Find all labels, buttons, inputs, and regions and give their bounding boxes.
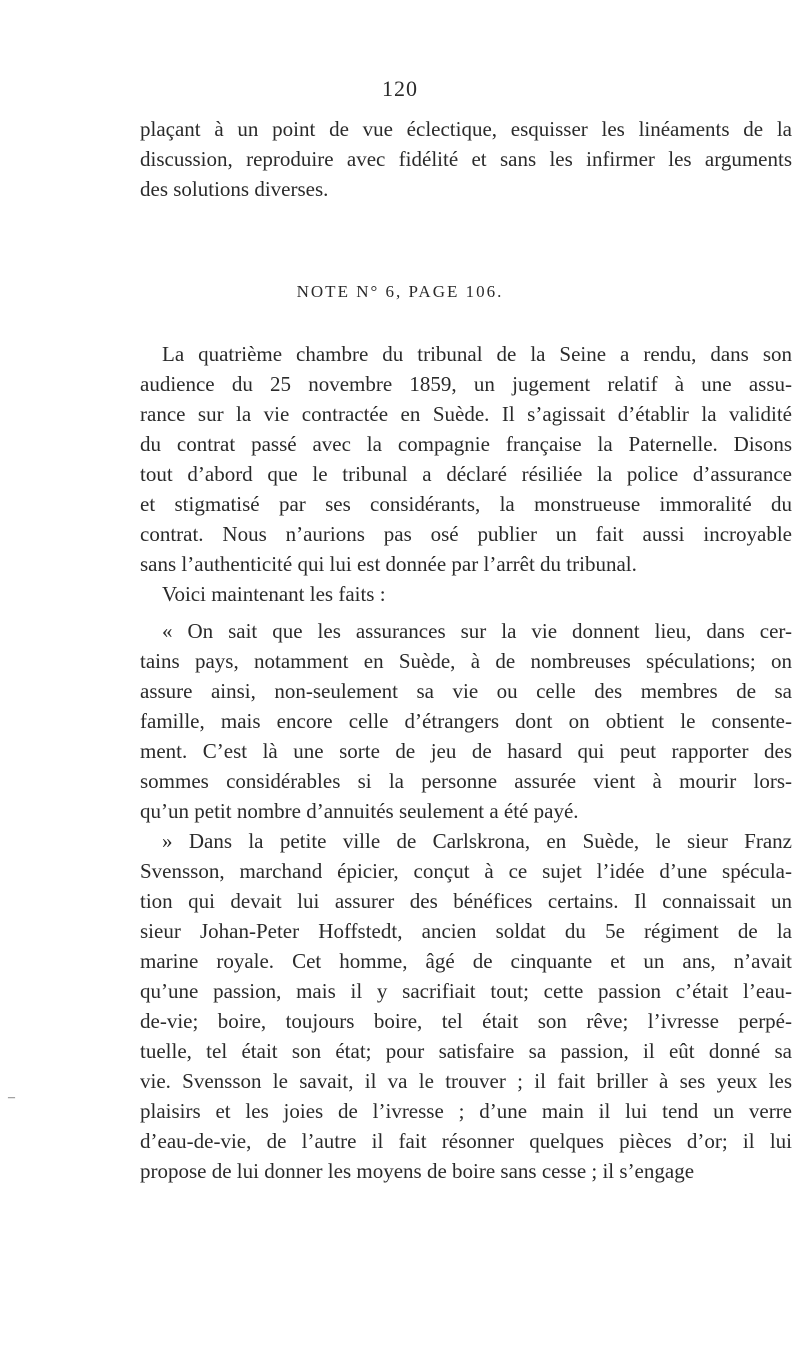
note-heading: NOTE N° 6, PAGE 106.: [296, 282, 504, 301]
text-line: Svensson, marchand épicier, conçut à ce sujet l’idée d’une spécula-: [140, 859, 792, 883]
text-line: famille, mais encore celle d’étrangers dont on obtient le consente-: [140, 709, 792, 733]
text-line: ment. C’est là une sorte de jeu de hasard qui peut rapporter des: [140, 739, 792, 763]
text-line: propose de lui donner les moyens de boire sans cesse ; il s’engage: [140, 1159, 695, 1183]
text-line: des solutions diverses.: [140, 177, 329, 201]
text-line: discussion, reproduire avec fidélité et sans les infirmer les arguments: [140, 147, 792, 171]
text-line: d’eau-de-vie, de l’autre il fait résonner quelques pièces d’or; il lui: [140, 1129, 792, 1153]
text-line: tout d’abord que le tribunal a déclaré résiliée la police d’assurance: [140, 462, 792, 486]
text-line: audience du 25 novembre 1859, un jugement relatif à une assu-: [140, 372, 792, 396]
text-line: sommes considérables si la personne assurée vient à mourir lors-: [140, 769, 792, 793]
text-line: plaçant à un point de vue éclectique, esquisser les linéaments de la: [140, 117, 792, 141]
paragraph-tribunal: [140, 339, 792, 609]
text-line: marine royale. Cet homme, âgé de cinquante et un ans, n’avait: [140, 949, 792, 973]
text-line: du contrat passé avec la compagnie française la Paternelle. Disons: [140, 432, 792, 456]
text-line: La quatrième chambre du tribunal de la Seine a rendu, dans son: [162, 342, 792, 366]
text-line: rance sur la vie contractée en Suède. Il s’agissait d’établir la validité: [140, 402, 792, 426]
text-line: qu’un petit nombre d’annuités seulement a été payé.: [140, 799, 579, 823]
text-line: » Dans la petite ville de Carlskrona, en Suède, le sieur Franz: [162, 829, 792, 853]
text-line: sans l’authenticité qui lui est donnée par l’arrêt du tribunal.: [140, 552, 637, 576]
text-line: tion qui devait lui assurer des bénéfices certains. Il connaissait un: [140, 889, 792, 913]
paragraph-carlskrona: [140, 826, 792, 1186]
text-line: contrat. Nous n’aurions pas osé publier un fait aussi incroyable: [140, 522, 792, 546]
margin-dash-mark: –: [8, 1090, 15, 1105]
text-line: « On sait que les assurances sur la vie donnent lieu, dans cer-: [162, 619, 792, 643]
text-line: tuelle, tel était son état; pour satisfaire sa passion, il eût donné sa: [140, 1039, 792, 1063]
text-line: Voici maintenant les faits :: [162, 582, 386, 606]
text-line: assure ainsi, non-seulement sa vie ou celle des membres de sa: [140, 679, 792, 703]
text-line: de-vie; boire, toujours boire, tel était son rêve; l’ivresse perpé-: [140, 1009, 792, 1033]
intro-paragraph: [140, 114, 792, 204]
text-line: et stigmatisé par ses considérants, la monstrueuse immoralité du: [140, 492, 792, 516]
text-line: tains pays, notamment en Suède, à de nombreuses spéculations; on: [140, 649, 792, 673]
text-line: qu’une passion, mais il y sacrifiait tout; cette passion c’était l’eau-: [140, 979, 792, 1003]
text-line: plaisirs et les joies de l’ivresse ; d’une main il lui tend un verre: [140, 1099, 792, 1123]
page-number: 120: [382, 76, 418, 101]
text-line: vie. Svensson le savait, il va le trouver ; il fait briller à ses yeux les: [140, 1069, 792, 1093]
text-line: sieur Johan-Peter Hoffstedt, ancien soldat du 5e régiment de la: [140, 919, 792, 943]
paragraph-assurances: [140, 616, 792, 826]
